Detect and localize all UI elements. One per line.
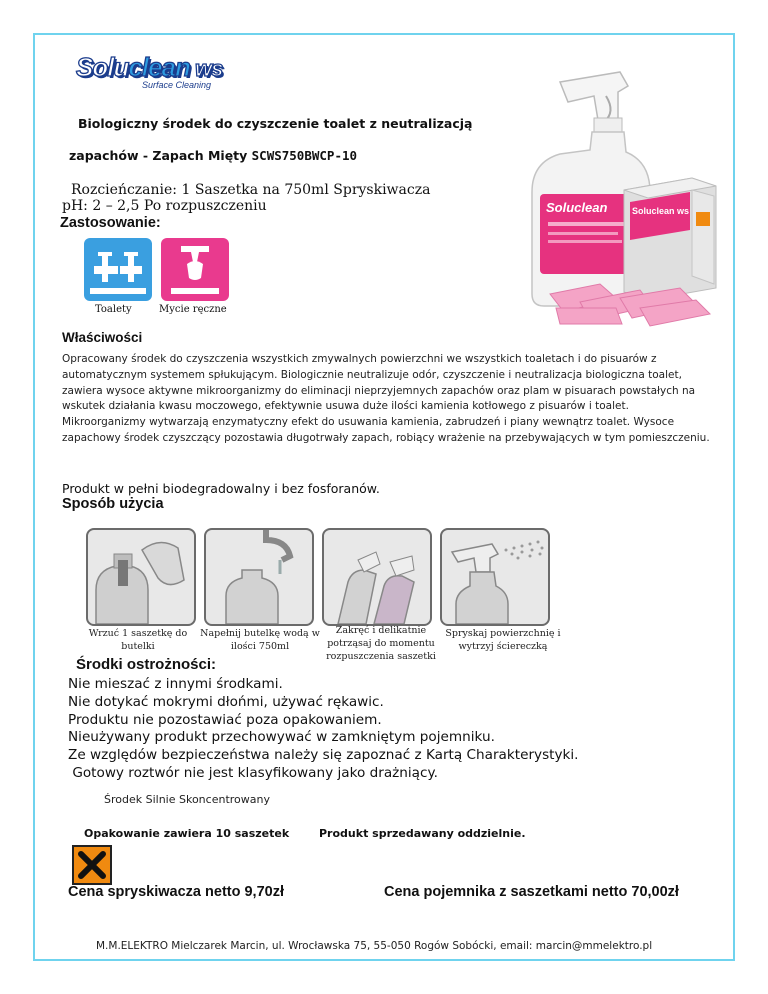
harmful-x-icon [72,845,112,885]
usage-label-toilets: Toalety [95,304,132,315]
shake-bottle-icon [324,530,430,624]
usage-item-toilets [84,238,152,301]
product-title-line2: zapachów - Zapach Mięty SCWS750BWCP-10 [69,148,358,163]
brand-logo: Soluclean ws Surface Cleaning [76,52,223,90]
product-title-line1: Biologiczny środek do czyszczenie toalet z neutralizacją [78,116,473,131]
precaution-item: Nie mieszać z innymi środkami. [68,676,283,692]
method-step-1-caption: Wrzuć 1 saszetkę do butelki [88,628,188,652]
method-step-4 [440,528,550,626]
precautions-list [68,676,579,783]
container-price: Cena pojemnika z saszetkami netto 70,00zł [384,884,679,900]
sprayer-price: Cena spryskiwacza netto 9,70zł [68,884,284,900]
svg-text:Soluclean ws: Soluclean ws [632,206,690,216]
method-step-3 [322,528,432,626]
precautions-heading: Środki ostrożności: [76,656,217,673]
sachet-into-bottle-icon [88,530,194,624]
logo-subtitle: Surface Cleaning [142,80,212,90]
dilution-text: Rozcieńczanie: 1 Saszetka na 750ml Spryskiwacza [71,182,431,198]
method-heading: Sposób użycia [62,496,164,512]
usage-heading: Zastosowanie: [60,215,161,231]
package-contents: Opakowanie zawiera 10 saszetek [84,827,290,840]
concentrate-note: Środek Silnie Skoncentrowany [104,793,270,806]
company-footer: M.M.ELEKTRO Mielczarek Marcin, ul. Wrocławska 75, 55-050 Rogów Sobócki, email: marcin@mmelektro.pl [96,940,653,952]
precaution-item: Gotowy roztwór nie jest klasyfikowany jako drażniący. [68,764,438,781]
precaution-item: Nie dotykać mokrymi dłońmi, używać rękawic. [68,693,384,710]
properties-heading: Właściwości [62,330,143,345]
svg-text:Soluclean: Soluclean [546,200,608,215]
precaution-item: Ze względów bezpieczeństwa należy się zapoznać z Kartą Charakterystyki. [68,747,579,764]
sold-separately-note: Produkt sprzedawany oddzielnie. [319,827,526,840]
precaution-item: Nieużywany produkt przechowywać w zamkniętym pojemniku. [68,729,495,746]
method-step-4-caption: Spryskaj powierzchnię i wytrzyj ściereczką [445,628,561,652]
hand-wash-icon [161,238,229,301]
tap-icon [84,238,152,301]
product-photo [520,62,720,332]
properties-text: Opracowany środek do czyszczenia wszystkich zmywalnych powierzchni we wszystkich toaletach i do pisuarów z automatycznym systemem spłukującym. Biologicznie neutralizuje odór, czyszczenie i neutralizacja biologiczna toalet, zawiera wysoce aktywne mikroorganizmy do eliminacji nieprzyjemnych zapachów oraz plam w pisuarach powstałych na wskutek działania kwasu moczowego, efektywnie usuwa duże ilości kamienia kotłowego z pisuarów i toalet. Mikroorganizmy wytwarzają enzymatyczny efekt do usuwania kamienia, zabrudzeń i piany wewnątrz toalet. Wysoce zapachowy środek czyszczący pozostawia długotrwały zapach, robiący wrażenie na przebywających w tym pomieszczeniu. [62,353,710,444]
usage-label-handwash: Mycie ręczne [159,304,227,315]
usage-item-handwash [161,238,229,301]
method-step-1 [86,528,196,626]
precaution-item: Produktu nie pozostawiać poza opakowaniem. [68,711,382,728]
spray-trigger-icon [560,72,628,132]
method-step-2 [204,528,314,626]
method-step-2-caption: Napełnij butelkę wodą w ilości 750ml [200,628,320,652]
biodegradable-text: Produkt w pełni biodegradowalny i bez fosforanów. [62,481,380,496]
ph-text: pH: 2 – 2,5 Po rozpuszczeniu [62,198,267,214]
fill-water-icon [206,530,312,624]
product-code: SCWS750BWCP-10 [251,148,358,163]
method-step-3-caption: Zakręć i delikatnie potrząsaj do momentu rozpuszczenia saszetki [326,625,436,662]
spray-surface-icon [442,530,548,624]
